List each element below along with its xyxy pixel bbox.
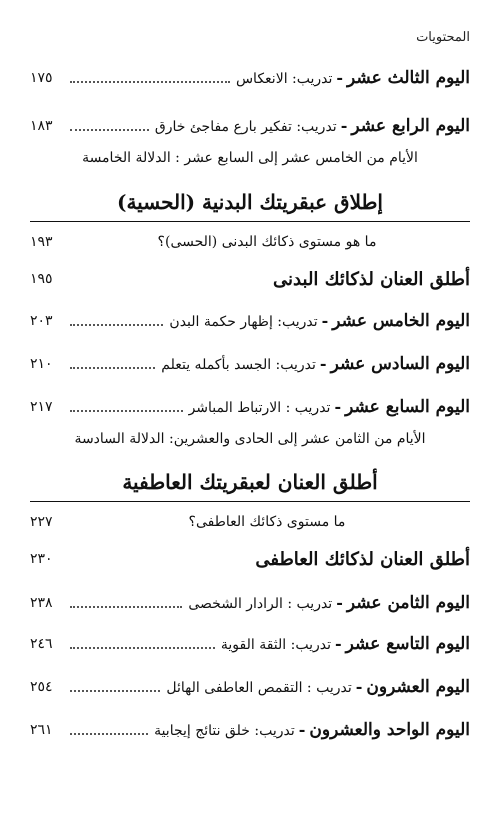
entry-title: [189, 397, 470, 417]
entry-dash: -: [319, 354, 327, 373]
entry-text: ما مستوى ذكائك العاطفى؟: [188, 514, 346, 530]
dot-leader: [70, 647, 215, 649]
toc-entry: [30, 307, 470, 335]
entry-page-number: ٢٣٠: [30, 551, 53, 567]
entry-page-number: ٢٤٦: [30, 636, 53, 652]
entry-text: تدريب : الرادار الشخصى: [188, 596, 333, 612]
entry-page-number: ١٩٥: [30, 271, 53, 287]
toc-entry: [30, 673, 470, 701]
entry-heading-text: أطلق العنان لذكائك البدنى: [273, 268, 470, 290]
entry-day: اليوم الخامس عشر: [332, 311, 470, 331]
section-note: الأيام من الخامس عشر إلى السابع عشر : الدلالة الخامسة: [82, 150, 418, 166]
dot-leader: [70, 606, 182, 608]
entry-title: [154, 720, 470, 740]
toc-entry: [30, 265, 470, 293]
entry-text: تدريب: إظهار حكمة البدن: [169, 314, 318, 330]
entry-title: [166, 677, 470, 697]
entry-day: اليوم العشرون: [366, 677, 470, 697]
entry-page-number: ٢٦١: [30, 722, 53, 738]
entry-title: [188, 593, 470, 613]
entry-dash: -: [298, 720, 306, 739]
toc-entry: [30, 716, 470, 744]
entry-dash: -: [355, 677, 363, 696]
entry-text: تدريب: خلق نتائج إيجابية: [154, 723, 295, 739]
entry-dash: -: [334, 397, 342, 416]
entry-page-number: ٢٣٨: [30, 595, 53, 611]
entry-title: [169, 311, 470, 331]
entry-text: تدريب: الجسد بأكمله يتعلم: [161, 357, 316, 373]
section-heading: أطلق العنان لعبقريتك العاطفية: [122, 470, 378, 494]
entry-day: اليوم الواحد والعشرون: [309, 720, 470, 740]
dot-leader: [70, 324, 163, 326]
entry-text: تدريب: الانعكاس: [235, 71, 333, 87]
entry-title: [273, 269, 470, 290]
entry-page-number: ١٨٣: [30, 118, 53, 134]
dot-leader: [70, 690, 160, 692]
entry-day: اليوم الرابع عشر: [351, 116, 470, 136]
entry-day: اليوم التاسع عشر: [345, 634, 470, 654]
toc-entry: [30, 630, 470, 658]
entry-dash: -: [340, 116, 348, 135]
toc-entry: [30, 112, 470, 140]
toc-entry: [30, 508, 470, 536]
entry-title: [255, 549, 470, 570]
entry-text: تدريب: تفكير بارع مفاجئ خارق: [154, 119, 337, 135]
toc-entry: [30, 350, 470, 378]
entry-day: اليوم الثالث عشر: [347, 68, 470, 88]
entry-page-number: ٢١٠: [30, 356, 53, 372]
entry-text: ما هو مستوى ذكائك البدنى (الحسى)؟: [157, 234, 377, 250]
running-head: المحتويات: [416, 30, 470, 45]
entry-dash: -: [336, 68, 344, 87]
toc-entry: [30, 64, 470, 92]
entry-title: [189, 514, 346, 530]
toc-entry: [30, 545, 470, 573]
entry-dash: -: [321, 311, 329, 330]
toc-entry: [30, 228, 470, 256]
entry-title: [221, 634, 470, 654]
dot-leader: [70, 81, 230, 83]
toc-entry: [30, 393, 470, 421]
entry-page-number: ١٩٣: [30, 234, 53, 250]
section-rule: [30, 501, 470, 502]
entry-title: [161, 354, 470, 374]
entry-page-number: ١٧٥: [30, 70, 53, 86]
entry-day: اليوم الثامن عشر: [346, 593, 470, 613]
section-note: الأيام من الثامن عشر إلى الحادى والعشرين: الدلالة السادسة: [74, 431, 426, 447]
entry-page-number: ٢١٧: [30, 399, 53, 415]
dot-leader: [70, 733, 148, 735]
entry-title: [158, 234, 377, 250]
entry-dash: -: [334, 634, 342, 653]
section-rule: [30, 221, 470, 222]
entry-text: تدريب : التقمص العاطفى الهائل: [166, 680, 352, 696]
entry-day: اليوم السادس عشر: [330, 354, 470, 374]
entry-day: اليوم السابع عشر: [345, 397, 470, 417]
dot-leader: [70, 129, 149, 131]
dot-leader: [70, 367, 155, 369]
toc-entry: [30, 589, 470, 617]
section-heading: إطلاق عبقريتك البدنية (الحسية): [117, 190, 383, 214]
entry-text: تدريب: الثقة القوية: [220, 637, 331, 653]
dot-leader: [70, 410, 183, 412]
entry-page-number: ٢٢٧: [29, 514, 53, 530]
entry-page-number: ٢٠٣: [30, 313, 53, 329]
entry-heading-text: أطلق العنان لذكائك العاطفى: [255, 548, 470, 570]
entry-dash: -: [336, 593, 343, 612]
entry-page-number: ٢٥٤: [30, 679, 53, 695]
entry-text: تدريب : الارتباط المباشر: [188, 400, 331, 416]
entry-title: [236, 68, 470, 88]
entry-title: [155, 116, 470, 136]
